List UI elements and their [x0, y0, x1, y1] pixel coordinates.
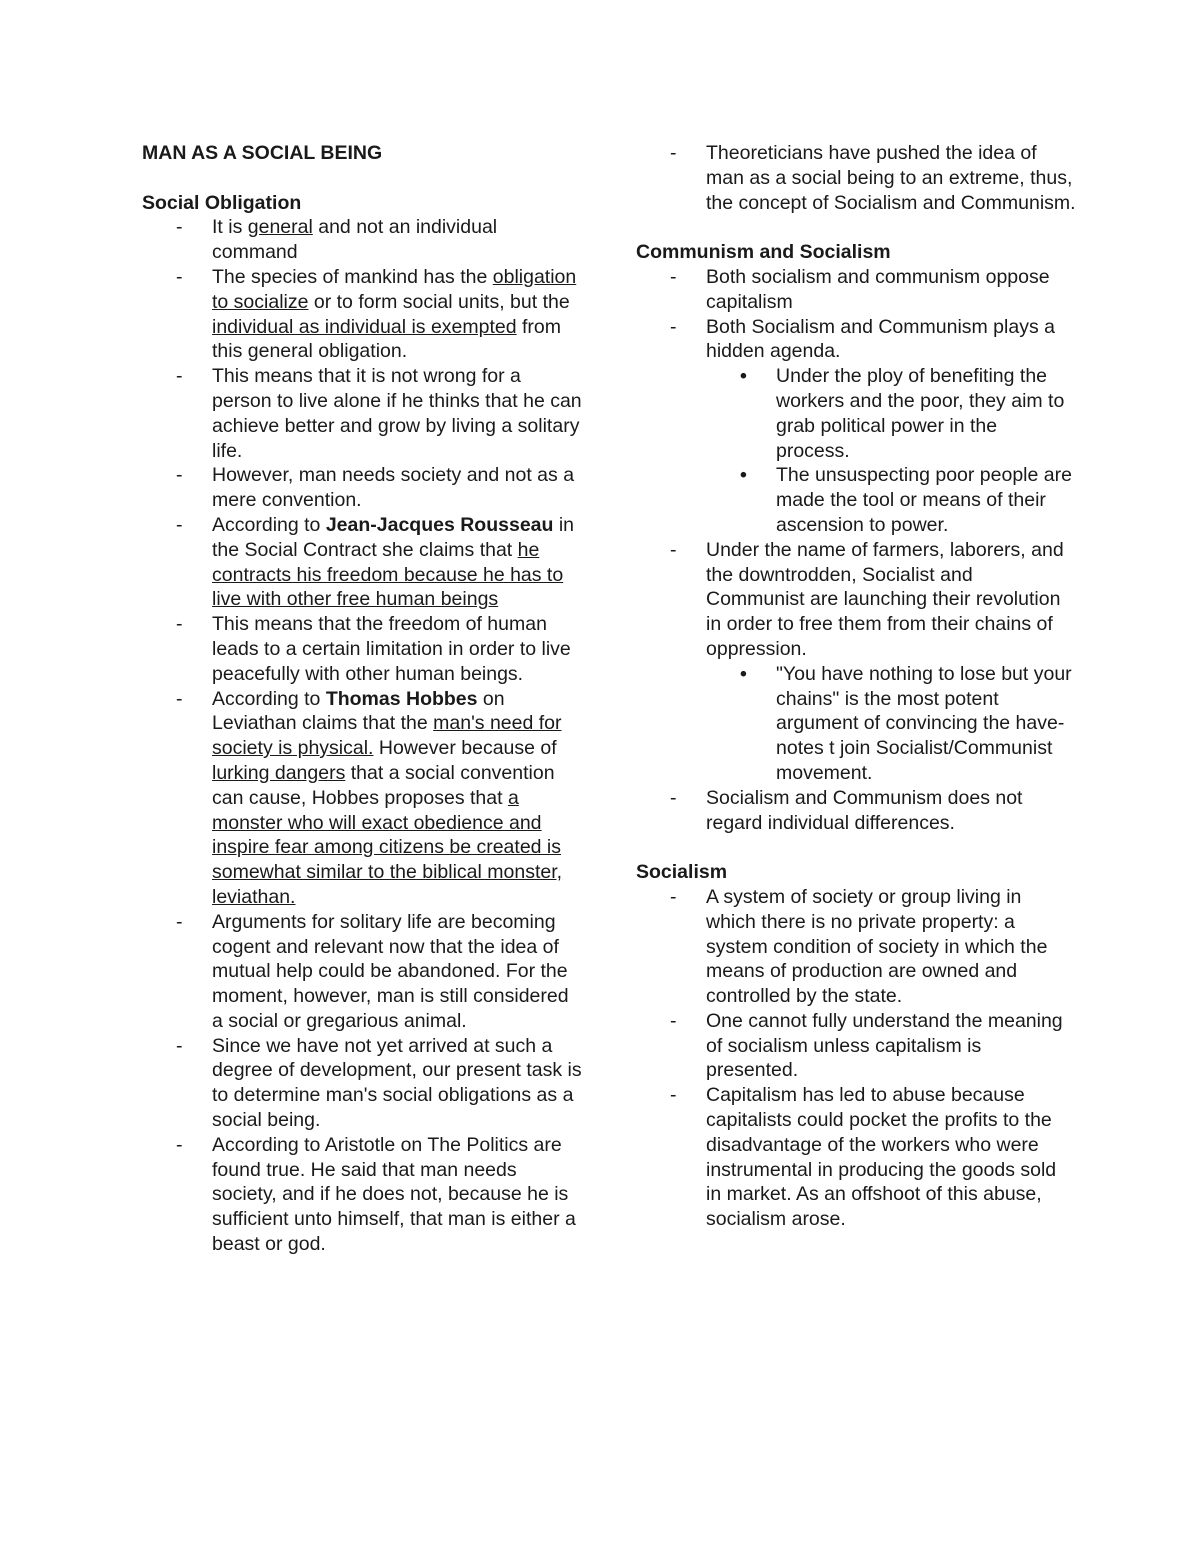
underlined-text: a monster who will exact obedience and inspire fear among citizens be created is somewhat similar to the biblical monster, leviathan.: [212, 786, 563, 908]
item-text: Since we have not yet arrived at such a degree of development, our present task is to determine man's social obligations as a social being.: [212, 1034, 582, 1132]
document-title: MAN AS A SOCIAL BEING: [142, 142, 383, 164]
list-item: [142, 364, 582, 463]
spacer: [636, 215, 1076, 240]
sub-list-item: • The unsuspecting poor people are made the tool or means of their ascension to power.: [706, 463, 1076, 537]
underlined-text: individual as individual is exempted: [212, 315, 517, 338]
underlined-text: obligation to socialize: [212, 265, 577, 313]
item-text: This means that the freedom of human leads to a certain limitation in order to live peacefully with other human beings.: [212, 613, 571, 685]
sub-bullet-list: [706, 364, 1076, 538]
underlined-text: man's need for society is physical.: [212, 712, 562, 760]
item-text: According to: [212, 687, 326, 710]
list-item: - Theoreticians have pushed the idea of man as a social being to an extreme, thus, the concept of Socialism and Communism.: [636, 141, 1076, 215]
list-item: [142, 687, 582, 910]
section-heading-communism-socialism: Communism and Socialism: [636, 241, 891, 264]
left-column: [142, 141, 582, 1257]
item-text: or to form social units, but the: [308, 290, 570, 313]
bold-name: Thomas Hobbes: [325, 687, 478, 710]
list-item: [142, 1133, 582, 1257]
list-item: - One cannot fully understand the meaning of socialism unless capitalism is presented.: [636, 1009, 1076, 1083]
item-text: Under the name of farmers, laborers, and the downtrodden, Socialist and Communist are launching their revolution in order to free them from their chains of oppression.: [706, 538, 1064, 660]
list-item: [142, 1034, 582, 1133]
item-text: However because of: [373, 737, 557, 760]
item-text: It is: [212, 216, 248, 239]
list-item: [142, 612, 582, 686]
item-text: Both Socialism and Communism plays a hidden agenda.: [706, 315, 1055, 363]
list-item: - Both socialism and communism oppose capitalism: [636, 265, 1076, 315]
list-item: - Capitalism has led to abuse because capitalists could pocket the profits to the disadvantage of the workers who were instrumental in producing the goods sold in market. As an offshoot of this abuse, socialism arose.: [636, 1083, 1076, 1232]
list-item: [636, 315, 1076, 538]
item-text: in the Social Contract she claims that: [212, 513, 575, 561]
list-item: - Socialism and Communism does not regard individual differences.: [636, 786, 1076, 836]
item-text: According to Aristotle on The Politics are found true. He said that man needs society, and if he does not, because he is sufficient unto himself, that man is either a beast or god.: [212, 1133, 576, 1256]
section-heading-socialism: Socialism: [636, 861, 728, 884]
list-item: [142, 513, 582, 612]
item-text: However, man needs society and not as a mere convention.: [212, 464, 575, 512]
section-heading-social-obligation: Social Obligation: [142, 191, 302, 214]
socialism-list: [636, 885, 1076, 1232]
list-item: [142, 463, 582, 513]
sub-bullet-list: [706, 662, 1076, 786]
bold-name: Jean-Jacques Rousseau: [325, 513, 554, 536]
item-text: on Leviathan claims that the: [212, 687, 505, 735]
item-text: This means that it is not wrong for a person to live alone if he thinks that he can achieve better and grow by living a solitary life.: [212, 365, 582, 462]
item-text: The species of mankind has the: [212, 265, 493, 288]
underlined-text: lurking dangers: [212, 761, 346, 784]
list-item: [142, 910, 582, 1034]
list-item: [636, 538, 1076, 786]
communism-socialism-list: [636, 265, 1076, 835]
underlined-text: general: [247, 216, 313, 239]
list-item: - A system of society or group living in which there is no private property: a system condition of society in which the means of production are owned and controlled by the state.: [636, 885, 1076, 1009]
item-text: that a social convention can cause, Hobbes proposes that: [212, 761, 555, 809]
list-item: [142, 215, 582, 265]
spacer: [636, 835, 1076, 860]
social-obligation-list: [142, 215, 582, 1256]
intro-list: [636, 141, 1076, 215]
underlined-text: he contracts his freedom because he has to live with other free human beings: [212, 538, 564, 611]
item-text: from this general obligation.: [212, 315, 562, 363]
right-column: [636, 141, 1076, 1232]
sub-list-item: • "You have nothing to lose but your chains" is the most potent argument of convincing the have-notes t join Socialist/Communist movement.: [706, 662, 1076, 786]
item-text: According to: [212, 513, 326, 536]
item-text: Arguments for solitary life are becoming cogent and relevant now that the idea of mutual help could be abandoned. For the moment, however, man is still considered a social or gregarious animal.: [212, 910, 569, 1032]
sub-list-item: • Under the ploy of benefiting the workers and the poor, they aim to grab political power in the process.: [706, 364, 1076, 463]
list-item: [142, 265, 582, 364]
item-text: and not an individual command: [212, 216, 498, 264]
